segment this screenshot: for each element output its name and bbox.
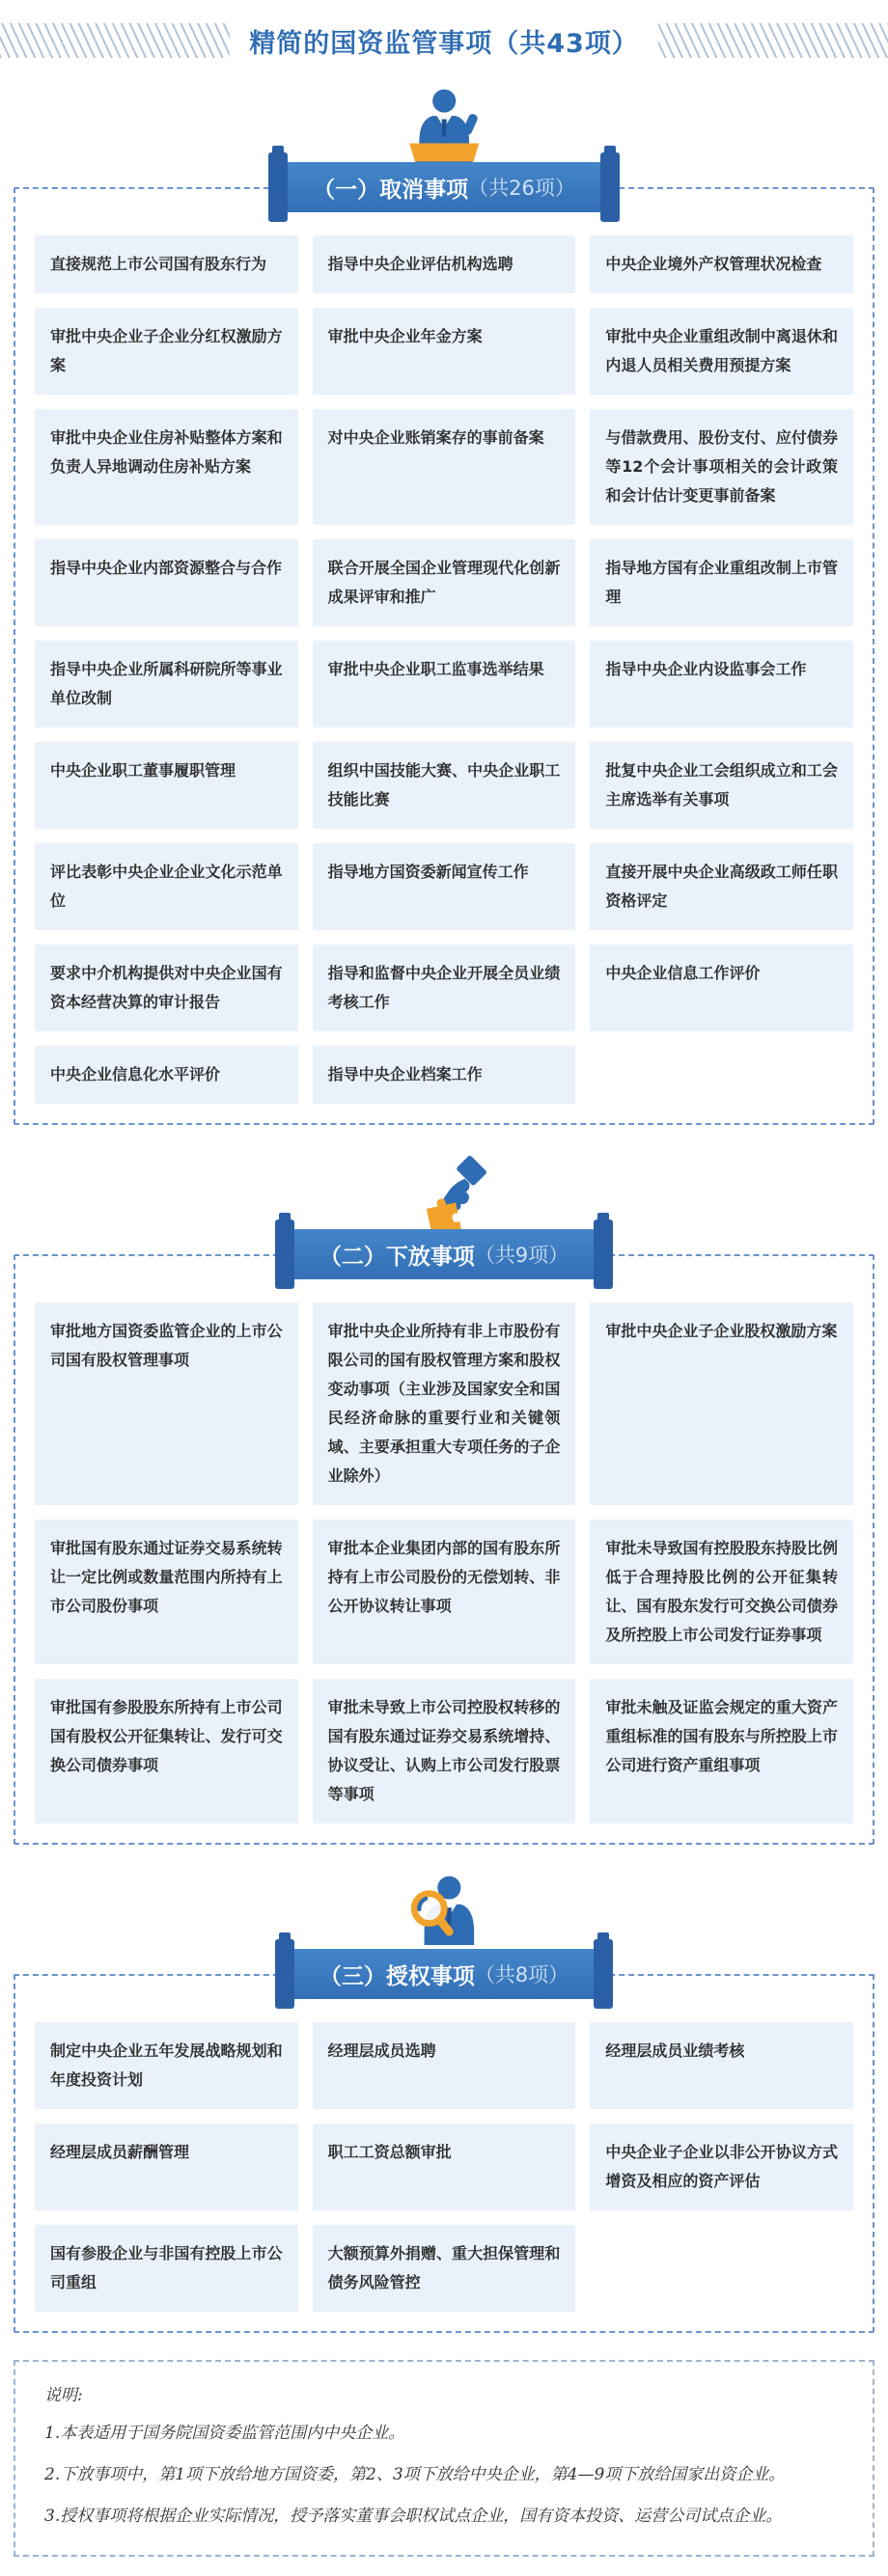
grid-item: 审批中央企业所持有非上市股份有限公司的国有股权管理方案和股权变动事项（主业涉及国家安全和国民经济命脉的重要行业和关键领域、主要承担重大专项任务的子企业除外） — [313, 1302, 576, 1505]
grid-item: 审批中央企业子企业分红权激励方案 — [35, 308, 298, 395]
title-hatch-band — [0, 23, 888, 58]
grid-item: 经理层成员选聘 — [313, 2022, 576, 2109]
grid-item: 指导中央企业评估机构选聘 — [313, 235, 576, 293]
section-delegate-panel — [14, 1254, 874, 1845]
grid-item: 审批中央企业子企业股权激励方案 — [590, 1302, 853, 1505]
banner-cap-right — [594, 1219, 613, 1289]
grid-item: 直接规范上市公司国有股东行为 — [35, 235, 298, 293]
notes-lines — [44, 2420, 844, 2530]
section-authorize-head — [14, 1874, 874, 1999]
grid-item: 审批中央企业职工监事选举结果 — [313, 641, 576, 727]
banner-title: （三）授权事项 — [319, 1963, 475, 1989]
grid-item: 指导中央企业所属科研院所等事业单位改制 — [35, 641, 298, 727]
grid-item: 中央企业子企业以非公开协议方式增资及相应的资产评估 — [590, 2124, 853, 2210]
banner-cap-left — [275, 1219, 294, 1289]
grid-item: 审批中央企业年金方案 — [313, 308, 576, 395]
grid-item: 经理层成员薪酬管理 — [35, 2124, 298, 2210]
grid-item: 指导中央企业内设监事会工作 — [590, 641, 853, 727]
page-title: 精简的国资监管事项（共43项） — [230, 20, 658, 62]
grid-item: 中央企业职工董事履职管理 — [35, 742, 298, 829]
grid-item: 审批未触及证监会规定的重大资产重组标准的国有股东与所控股上市公司进行资产重组事项 — [590, 1679, 853, 1823]
grid-item: 中央企业信息工作评价 — [590, 945, 853, 1031]
section-delegate-banner — [287, 1229, 601, 1279]
grid-item: 指导中央企业档案工作 — [313, 1046, 576, 1104]
grid-item: 审批本企业集团内部的国有股东所持有上市公司股份的无偿划转、非公开协议转让事项 — [313, 1520, 576, 1664]
grid-item: 审批地方国资委监管企业的上市公司国有股权管理事项 — [35, 1302, 298, 1505]
page-header — [0, 23, 888, 58]
grid-item: 与借款费用、股份支付、应付债券等12个会计事项相关的会计政策和会计估计变更事前备案 — [590, 409, 853, 525]
note-line: 1.本表适用于国务院国资委监管范围内中央企业。 — [44, 2424, 405, 2443]
section-cancel-panel — [14, 187, 874, 1125]
grid-item: 直接开展中央企业高级政工师任职资格评定 — [590, 843, 853, 930]
section-authorize-grid — [35, 2022, 853, 2312]
grid-item: 指导中央企业内部资源整合与合作 — [35, 539, 298, 626]
section-authorize-panel — [14, 1974, 874, 2333]
magnifier-person-icon — [386, 1874, 502, 1957]
grid-item: 审批未导致上市公司控股权转移的国有股东通过证券交易系统增持、协议受让、认购上市公司发行股票等事项 — [313, 1679, 576, 1823]
grid-item: 中央企业境外产权管理状况检查 — [590, 235, 853, 293]
speaker-podium-icon — [386, 87, 502, 170]
grid-item: 经理层成员业绩考核 — [590, 2022, 853, 2109]
section-delegate — [14, 1154, 874, 1845]
grid-item: 审批未导致国有控股股东持股比例低于合理持股比例的公开征集转让、国有股东发行可交换公司债券及所控股上市公司发行证券事项 — [590, 1520, 853, 1664]
grid-item: 指导地方国有企业重组改制上市管理 — [590, 539, 853, 626]
section-delegate-grid — [35, 1302, 853, 1823]
section-authorize-banner — [287, 1949, 601, 1999]
section-authorize — [14, 1874, 874, 2333]
grid-item: 国有参股企业与非国有控股上市公司重组 — [35, 2225, 298, 2312]
grid-item: 中央企业信息化水平评价 — [35, 1046, 298, 1104]
hand-puzzle-icon — [386, 1154, 502, 1237]
banner-count: （共8项） — [474, 1963, 569, 1987]
notes-heading: 说明: — [44, 2386, 83, 2405]
grid-item: 职工工资总额审批 — [313, 2124, 576, 2210]
grid-item: 大额预算外捐赠、重大担保管理和债务风险管控 — [313, 2225, 576, 2312]
note-line: 2.下放事项中，第1项下放给地方国资委，第2、3项下放给中央企业，第4—9项下放给国家出资企业。 — [44, 2465, 786, 2485]
section-cancel — [14, 87, 874, 1125]
banner-title: （二）下放事项 — [319, 1244, 475, 1270]
banner-count: （共26项） — [468, 177, 575, 200]
grid-item: 指导地方国资委新闻宣传工作 — [313, 843, 576, 930]
grid-item: 要求中介机构提供对中央企业国有资本经营决算的审计报告 — [35, 945, 298, 1031]
grid-item: 对中央企业账销案存的事前备案 — [313, 409, 576, 525]
grid-item: 组织中国技能大赛、中央企业职工技能比赛 — [313, 742, 576, 829]
banner-title: （一）取消事项 — [313, 177, 469, 203]
banner-cap-right — [600, 152, 620, 222]
grid-item: 批复中央企业工会组织成立和工会主席选举有关事项 — [590, 742, 853, 829]
grid-item: 审批中央企业住房补贴整体方案和负责人异地调动住房补贴方案 — [35, 409, 298, 525]
grid-item: 审批中央企业重组改制中离退休和内退人员相关费用预提方案 — [590, 308, 853, 395]
grid-item: 审批国有参股股东所持有上市公司国有股权公开征集转让、发行可交换公司债券事项 — [35, 1679, 298, 1823]
grid-item: 联合开展全国企业管理现代化创新成果评审和推广 — [313, 539, 576, 626]
grid-item: 审批国有股东通过证券交易系统转让一定比例或数量范围内所持有上市公司股份事项 — [35, 1520, 298, 1664]
section-cancel-banner — [280, 162, 608, 212]
section-cancel-head — [14, 87, 874, 212]
banner-cap-right — [594, 1939, 613, 2009]
grid-item: 制定中央企业五年发展战略规划和年度投资计划 — [35, 2022, 298, 2109]
banner-cap-left — [268, 152, 288, 222]
grid-item: 指导和监督中央企业开展全员业绩考核工作 — [313, 945, 576, 1031]
banner-count: （共9项） — [474, 1244, 569, 1267]
note-line: 3.授权事项将根据企业实际情况，授予落实董事会职权试点企业，国有资本投资、运营公司试点企业。 — [44, 2507, 783, 2527]
banner-cap-left — [275, 1939, 294, 2009]
grid-item: 评比表彰中央企业企业文化示范单位 — [35, 843, 298, 930]
notes-box — [14, 2360, 874, 2557]
section-cancel-grid — [35, 235, 853, 1104]
section-delegate-head — [14, 1154, 874, 1279]
